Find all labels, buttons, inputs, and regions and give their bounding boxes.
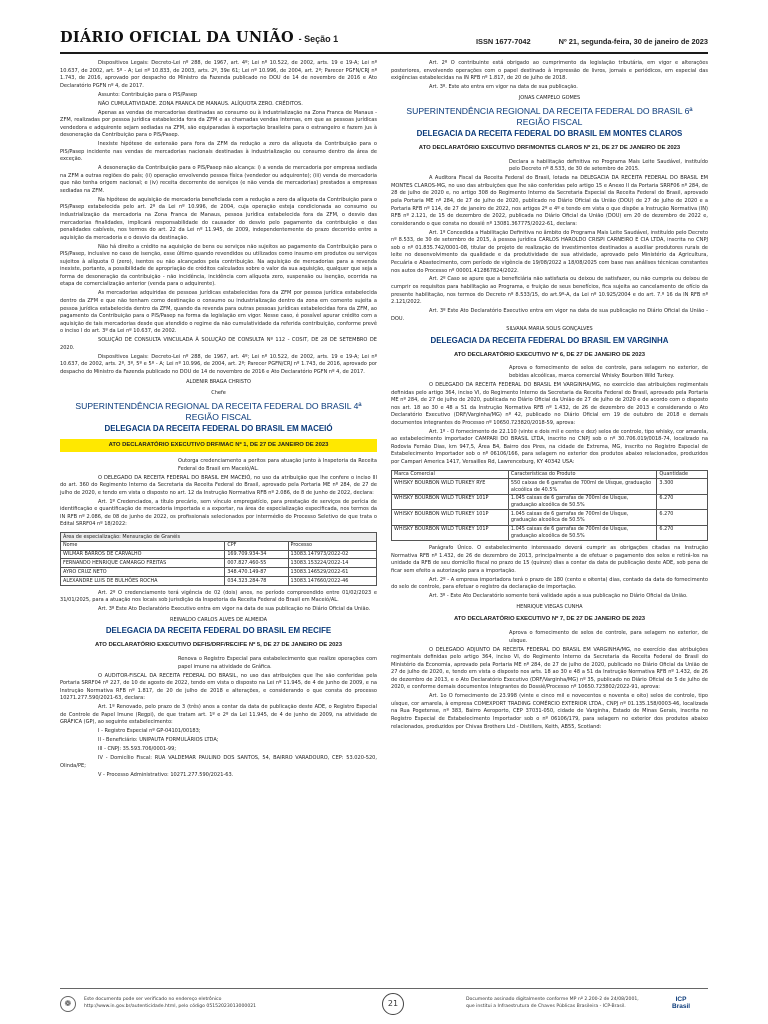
publication-title: DIÁRIO OFICIAL DA UNIÃO (60, 29, 294, 47)
act-title: ATO DECLARATÓRIO EXECUTIVO Nº 7, DE 27 DE JANEIRO DE 2023 (453, 616, 646, 623)
paragraph: Art. 2º O contribuinte está obrigado ao cumprimento da legislação tributária, em vigor e alterações posteriores, envolvendo operações com o papel destinado à impressão de livros, jornais e periódicos, em especial das exigências estabelecidas na IN RFB nº 1.817, de 20 de julho de 2018. (391, 60, 708, 82)
paragraph: Parágrafo Único. O estabelecimento interessado deverá cumprir as obrigações citadas na Instrução Normativa RFB nº 1.432, de 26 de dezembro de 2013, principalmente a de efetuar o pagamento dos selos e retirá-los na unidade da RFB de seu domicílio fiscal no prazo de 15 (quinze) dias a contar da data de publicação deste ADE, sob pena de ficar sem efeito a autorização para a importação. (391, 544, 708, 574)
paragraph: Apenas as vendas de mercadorias destinadas ao consumo ou à industrialização na Zona Franca de Manaus - ZFM, realizadas por pessoa jurídica estabelecida fora da ZFM e as chamadas vendas internas, em que as pessoas jurídicas vendedora e adquirente sejam sediadas na ZFM, são equiparadas à exportação brasileira para o estrangeiro e fazem jus à desoneração da Contribuição para o PIS/Pasep. (60, 109, 377, 139)
signer-name: REINALDO CARLOS ALVES DE ALMEIDA (169, 616, 268, 623)
table-cell: WILMAR BARROS DE CARVALHO (61, 550, 225, 559)
table-row (392, 494, 708, 509)
table-cell: 6.270 (657, 525, 708, 540)
act-summary: Outorga credenciamento a peritos para atuação junto à Inspetoria da Receita Federal do Brasil em Maceió/AL. (178, 458, 377, 472)
experts-table (60, 532, 377, 586)
table-cell: WHISKY BOURBON WILD TURKEY 101P (392, 525, 509, 540)
paragraph: Art. 2º O credenciamento terá vigência de 02 (dois) anos, no período compreendido entre 01/02/2023 e 31/01/2025, para a atuação nos locais sob jurisdição da Inspetoria da Receita Federal do Brasil em Maceió/AL. (60, 589, 377, 604)
paragraph: Art. 3º Este Ato Declaratório Executivo entra em vigor na data de sua publicação no Diário Oficial da União - DOU. (391, 308, 708, 322)
paragraph: Inexiste hipótese de extensão para fora da ZFM da redução a zero da alíquota da Contribuição para o PIS/Pasep incidente nas vendas de mercadorias nacionais destinadas à industrialização ou consumo dentro da área de exceção. (60, 141, 377, 163)
signer-name: HENRIQUE VIEGAS CUNHA (516, 603, 583, 610)
page-footer (60, 988, 708, 1018)
column-header: Características do Produto (508, 470, 657, 479)
page-number: 21 (382, 993, 404, 1015)
paragraph: Na hipótese de aquisição de mercadoria beneficiada com a redução a zero da alíquota da Contribuição para o PIS/Pasep estabelecida pelo art. 2º da Lei nº 10.996, de 2004, cuja operação esteja condicionada ao consumo ou industrialização da mercadoria na Zona Franca de Manaus, pessoa jurídica estabelecida fora da ZFM, o desvio das mercadorias finalidades, implicará responsabilidade do causador do desvio pelo pagamento da contribuição e das penalidades cabíveis, nos termos do art. 22 da Lei nº 11.945, de 2009, independentemente do prazo decorrido entre a aquisição da mercadoria e o desvio da destinação. (60, 196, 377, 241)
paragraph: SOLUÇÃO DE CONSULTA VINCULADA À SOLUÇÃO DE CONSULTA Nº 112 - COSIT, DE 28 DE SETEMBRO DE 2020. (60, 337, 377, 351)
paragraph: Art. 2º - A empresa importadora terá o prazo de 180 (cento e oitenta) dias, contado da data do fornecimento do selo de controle, para efetuar o registro da declaração de importação. (391, 576, 708, 591)
paragraph: Não há direito a crédito na aquisição de bens ou serviços não sujeitos ao pagamento da Contribuição para o PIS/Pasep, inclusive no caso de isenção, esse último quando revendidos ou utilizados como insumo em produtos ou serviços sujeitos à alíquota 0 (zero), isentos ou não alcançados pela contribuição. Na aquisição de mercadorias para a revenda inexiste, portanto, a possibilidade de apropriação de créditos calculados sobre o valor da sua aquisição, qualquer que seja a forma de desoneração da contribuição - não incidência, incidência com alíquota zero, suspensão ou isenção, ocorrida na etapa de comercialização anterior (venda para o adquirente). (60, 243, 377, 288)
paragraph: Art. 1º Renovado, pelo prazo de 3 (três) anos a contar da data de publicação deste ADE, o Registro Especial de Controle de Papel Imune (Regpi), de que tratam art. 1º e 2º da Lei 11.945, de 4 de junho de 2009, na atividade de GRÁFICA (GP), ao seguinte estabelecimento: (60, 704, 377, 726)
table-caption: Área de especialização: Mensuração de Granéis (61, 532, 377, 541)
paragraph: O DELEGADO ADJUNTO DA RECEITA FEDERAL DO BRASIL EM VARGINHA/MG, no exercício das atribuições regimentais definidas pelo artigo 364, inciso VI, do Regimento Interno da Secretaria da Receita Federal do Brasil do Ministério da Economia, aprovado pela Portaria ME nº 284, de 27 de julho de 2020, publicado no Diário Oficial da União de 27 de julho de 2020, e, tendo em vista o disposto nos arts. 18 ao 30 e 48 a 51 da Instrução Normativa RFB nº 1.432, de 26 de dezembro de 2013, e o Ato Declaratório Executivo (DRF/Varginha/MG) nº 35, publicado no Diário Oficial de 5 de julho de 2020, e conforme demais documentos integrantes do Dossiê/Processo nº 10650.723802/2022-91, aprova: (391, 646, 708, 691)
act-summary: Renova o Registro Especial para estabelecimento que realize operações com papel imune na atividade de Gráfica. (178, 656, 377, 670)
table-cell: WHISKY BOURBON WILD TURKEY RYE (392, 479, 509, 494)
table-row (392, 479, 708, 494)
table-cell: FERNANDO HENRIQUE CAMARGO FREITAS (61, 559, 225, 568)
table-header-row (61, 541, 377, 550)
coat-of-arms-icon: ❁ (60, 996, 76, 1012)
table-caption-row (61, 532, 377, 541)
table-cell: 6.270 (657, 494, 708, 509)
table-cell: 13083.147660/2022-46 (288, 576, 377, 585)
masthead (60, 20, 708, 54)
table-cell: 13083.146529/2022-61 (288, 568, 377, 577)
verification-link[interactable]: http://www.in.gov.br/autenticidade.html, pelo código 05152023013000021 (84, 1003, 257, 1009)
signature-line: que institui a Infraestrutura de Chaves Públicas Brasileira - ICP-Brasil. (466, 1003, 626, 1009)
verification-note (84, 997, 324, 1010)
table-cell: 348.470.149-87 (225, 568, 288, 577)
signer-name: JONAS CAMPELO GOMES (518, 94, 581, 101)
signer-role: Chefe (211, 389, 226, 396)
masthead-meta (476, 36, 708, 47)
table-cell: AYRO CRUZ NETO (61, 568, 225, 577)
table-row (392, 525, 708, 540)
act-title: ATO DECLARATÓRIO EXECUTIVO DRF/MONTES CLAROS Nº 21, DE 27 DE JANEIRO DE 2023 (418, 144, 681, 151)
column-header: CPF (225, 541, 288, 550)
table-row (61, 550, 377, 559)
signer-name: ALDENIR BRAGA CHRISTO (186, 379, 251, 386)
table-cell: 1.045 caixas de 6 garrafas de 700ml de Uísque, graduação alcoólica de 50.5% (508, 510, 657, 525)
paragraph: Art. 3º. Este ato entra em vigor na data de sua publicação. (429, 84, 578, 91)
table-row (392, 510, 708, 525)
signature-note (466, 997, 664, 1010)
paragraph: NÃO CUMULATIVIDADE. ZONA FRANCA DE MANAUS. ALÍQUOTA ZERO. CRÉDITOS. (98, 100, 303, 107)
table-cell: 007.827.460-55 (225, 559, 288, 568)
signature-line: Documento assinado digitalmente conforme MP nº 2.200-2 de 24/08/2001, (466, 996, 639, 1002)
paragraph: Art. 1º Concedida a Habilitação Definitiva no âmbito do Programa Mais Leite Saudável, instituído pelo Decreto nº 8.533, de 30 de setembro de 2015, à pessoa jurídica CARLOS HAROLDO CRISPI CARNEIRO E CIA LTDA, inscrita no CNPJ sob o nº 01.835.742/0001-08, titular de projeto de realização de investimentos destinados a auxiliar produtores rurais de leite no desenvolvimento da qualidade e da produtividade de sua atividade, aprovado pelo Ministério da Agricultura, Pecuária e Abastecimento, com período de vigência de 19/08/2022 a 18/08/2025 com base nas análises técnicas constantes nos autos do Processo nº 00001.412867824/2022. (391, 229, 708, 274)
act-title: ATO DECLARATÓRIO EXECUTIVO Nº 6, DE 27 DE JANEIRO DE 2023 (453, 351, 646, 358)
table-cell: 550 caixas de 6 garrafas de 700ml de Uísque, graduação alcoólica de 40.5% (508, 479, 657, 494)
paragraph: O DELEGADO DA RECEITA FEDERAL DO BRASIL EM VARGINHA/MG, no exercício das atribuições regimentais definidas pelo artigo 364, inciso VI, do Regimento Interno da Secretaria da Receita Federal do Brasil, aprovado pela Portaria ME nº 284, de 27 de julho de 2020, publicada no Diário Oficial da União de 27 de julho de 2020 e de acordo com o disposto nos art. 18 ao 30 e 48 a 51 da Instrução Normativa RFB nº 1.432, de 26 de dezembro de 2013 e considerando o Ato Declaratório Executivo (DRF/Varginha/MG) nº 42, publicado no Diário Oficial em 19 de outubro de 2018 e demais documentos integrantes do Processo nº 10650.723820/2018-59, aprova: (391, 381, 708, 426)
table-cell: 169.709.934-34 (225, 550, 288, 559)
icp-brasil-logo-icon: ICP Brasil (672, 996, 691, 1010)
list-item: IV - Domicílio Fiscal: RUA VALDEMAR PAULINO DOS SANTOS, 54, BAIRRO VARADOURO, CEP: 53.020-520, Olinda/PE; (60, 755, 377, 769)
masthead-title-group (60, 27, 338, 49)
table-cell: 1.045 caixas de 6 garrafas de 700ml de Uísque, graduação alcoólica de 50.5% (508, 494, 657, 509)
act-summary: Declara a habilitação definitiva no Programa Mais Leite Saudável, instituído pelo Decreto nº 8.533, de 30 de setembro de 2015. (509, 158, 708, 173)
left-column (60, 60, 377, 781)
issue-date: Nº 21, segunda-feira, 30 de janeiro de 2023 (558, 36, 708, 46)
column-header: Processo (288, 541, 377, 550)
column-header: Quantidade (657, 470, 708, 479)
table-row (61, 559, 377, 568)
table-cell: WHISKY BOURBON WILD TURKEY 101P (392, 510, 509, 525)
office-heading: DELEGACIA DA RECEITA FEDERAL DO BRASIL EM MACEIÓ (104, 424, 333, 434)
issn: ISSN 1677-7042 (476, 36, 531, 46)
paragraph: O DELEGADO DA RECEITA FEDERAL DO BRASIL EM MACEIÓ, no uso da atribuição que lhe confere o inciso III do art. 360 do Regimento Interno da Secretaria da Receita Federal do Brasil, aprovado pela Portaria ME nº 284, de 27 de julho de 2020, e tendo em vista o disposto no art. 12 da Instrução Normativa RFB nº 2.086, de 8 de junho de 2022, declara: (60, 474, 377, 496)
office-heading: DELEGACIA DA RECEITA FEDERAL DO BRASIL EM MONTES CLAROS (416, 129, 683, 139)
act-title: ATO DECLARATÓRIO EXECUTIVO DEFIS/DRF/RECIFE Nº 5, DE 27 DE JANEIRO DE 2023 (95, 642, 342, 649)
table-cell: 13083.147973/2022-02 (288, 550, 377, 559)
paragraph: A desoneração da Contribuição para o PIS/Pasep não alcança: i) a venda de mercadoria por empresa sediada na ZFM a outras regiões do país; (ii) operação envolvendo pessoa física (vendedor ou adquirente); (iii) venda de mercadoria que não tenha origem nacional; e (iv) receita decorrente de serviços (e não venda de mercadorias) prestados a empresas sediadas na ZFM. (60, 165, 377, 194)
paragraph: Art. 1o O fornecimento de 23.998 (vinte e cinco mil e novecentos e noventa e oito) selos de controle, tipo uísque, cor amarela, à empresa COMEXPORT TRADING COMÉRCIO EXTERIOR LTDA., CNPJ nº 01.135.158/0003-46, localizada na Rua Pogetense, nº 383, Bairro Aeroporto, CEP 37031-050, cidade de Varginha, Estado de Minas Gerais, inscrita no Registro Especial de Estabelecimento Importador sob o nº 06106/179, para selagem no exterior dos produtos abaixo relacionados, produzidos por Chivas Brothers Ltd - Distillers, Keith, AB55, Scotland: (391, 693, 708, 730)
organization-heading: SUPERINTENDÊNCIA REGIONAL DA RECEITA FEDERAL DO BRASIL 6ª REGIÃO FISCAL (406, 106, 693, 127)
act-summary: Aprova o fornecimento de selos de controle, para selagem no exterior, de uísque. (509, 630, 708, 644)
paragraph: Art. 1º Credenciados, a título precário, sem vínculo empregatício, para prestação de serviços de perícia de identificação e quantificação de mercadoria importada e a exportar, na área de especialização especificada, nos termos da IN RFB nº 2.086, de 08 de junho de 2022, os profissionais selecionados por intermédio do Processo Seletivo de que trata o Edital SRRF04 nº 18/2022: (60, 498, 377, 528)
table-cell: 6.270 (657, 510, 708, 525)
section-label: - Seção 1 (298, 34, 339, 45)
verification-line: Este documento pode ser verificado no endereço eletrônico (84, 996, 222, 1002)
act-summary: Aprova o fornecimento de selos de controle, para selagem no exterior, de bebidas alcoólicas, marca comercial Whisky Bourbon Wild Turkey. (509, 365, 708, 380)
paragraph: O AUDITOR-FISCAL DA RECEITA FEDERAL DO BRASIL, no uso das atribuições que lhe são conferidas pela Portaria SRRF04 nº 227, de 10 de agosto de 2022, tendo em vista o disposto na Lei nº 11.945, de 4 de junho de 2009, e na Instrução Normativa RFB nº 1.817, de 20 de julho de 2018 e alterações, e considerando o que consta do processo 10271.277.590/2021-63, declara: (60, 672, 377, 702)
list-item: I - Registro Especial nº GP-04101/00183; (98, 728, 201, 735)
paragraph: Art. 3º Este Ato Declaratório Executivo entra em vigor na data de sua publicação no Diário Oficial da União. (98, 606, 371, 613)
list-item: III - CNPJ: 35.593.706/0001-99; (98, 746, 177, 753)
right-column (391, 60, 708, 781)
table-header-row (392, 470, 708, 479)
paragraph: Art. 3º - Este Ato Declaratório somente terá validade após a sua publicação no Diário Oficial da União. (429, 593, 688, 600)
table-row (61, 576, 377, 585)
paragraph: As mercadorias adquiridas de pessoas jurídicas estabelecidas fora da ZFM por pessoa jurídica estabelecida dentro da ZFM e que não tenham como destinação o consumo ou industrialização dentro da zona em comento sujeita a pessoa jurídica estabelecida dentro da ZFM, quando da revenda para outras pessoas jurídicas estabelecidas fora da ZFM, ao pagamento da Contribuição para o PIS/Pasep na forma da legislação em vigor. Nesse caso, é possível apurar crédito com a aquisição de tais mercadorias desde que atendido o regime da não cumulatividade da referida contribuição, conforme prevê o inciso I do art. 3º da Lei nº 10.637, de 2002. (60, 290, 377, 335)
columns (60, 60, 708, 781)
paragraph: Dispositivos Legais: Decreto-Lei nº 288, de 1967, art. 4º; Lei nº 10.522, de 2002, arts. 19 e 19-A; Lei nº 10.637, de 2002, art. 5º - A; Lei nº 10.833, de 2003, arts. 2º, 39e 61; Lei nº 10.996, de 2004, art. 2º; Parecer PGFN/CRJ nº 1.743, de 2016, aprovado por despacho do Ministro da Fazenda publicado no DOU de 14 de novembro de 2016 e Ato Declaratório PGFN nº 4, de 2017. (60, 60, 377, 89)
list-item: V - Processo Administrativo: 10271.277.590/2021-63. (98, 771, 234, 778)
table-cell: 3.300 (657, 479, 708, 494)
table-cell: 13083.153224/2022-14 (288, 559, 377, 568)
office-heading: DELEGACIA DA RECEITA FEDERAL DO BRASIL EM RECIFE (105, 626, 332, 636)
office-heading: DELEGACIA DA RECEITA FEDERAL DO BRASIL EM VARGINHA (430, 335, 669, 345)
list-item: II - Beneficiário: UNIPAUTA FORMULÁRIOS LTDA; (98, 737, 219, 744)
signer-name: SILVANA MARIA SOLIS GONÇALVES (506, 326, 593, 333)
paragraph: Art. 1º - O fornecimento de 22.110 (vinte e dois mil e cento e dez) selos de controle, tipo whisky, cor amarela, ao estabelecimento importador CAMPARI DO BRASIL LTDA, inscrito no CNPJ sob o nº 30.706.019/0018-74, localizado na Rodovia Fernão Dias, km 947,5, Área B4, Bairro dos Pires, na cidade de Extrema, MG, inscrito no Registro Especial de Estabelecimento Importador sob o nº 06106/166, para selagem no exterior dos produtos abaixo relacionados, produzidos por Campari America 1417, Versailles Rd, Lawrenceburg, KY 40342 USA: (391, 428, 708, 465)
table-cell: WHISKY BOURBON WILD TURKEY 101P (392, 494, 509, 509)
paragraph: Dispositivos Legais: Decreto-Lei nº 288, de 1967, art. 4º; Lei nº 10.522, de 2002, arts. 19 e 19-A; Lei nº 10.637, de 2002, arts. 2º, 3º, 5º e 5º - A; Lei nº 10.996, de 2004, art. 2º; Parecer PGFN/CRJ nº 1.743, de 2016, aprovado por despacho do Ministro da Fazenda publicado no DOU de 14 de novembro de 2016 e Ato Declaratório PGFN nº 4, de 2017. (60, 353, 377, 375)
act-title-highlighted: ATO DECLARATÓRIO EXECUTIVO DRF/MAC Nº 1, DE 27 DE JANEIRO DE 2023 (60, 439, 377, 452)
table-cell: 034.323.284-78 (225, 576, 288, 585)
paragraph: A Auditora Fiscal da Receita Federal do Brasil, lotada na DELEGACIA DA RECEITA FEDERAL DO BRASIL EM MONTES CLAROS-MG, no uso das atribuições que lhe são conferidas pelo artigo 15 e Anexo II da Portaria SRRF06 nº 284, de 28 de julho de 2020 e, no artigo 308 do Regimento Interno da Secretaria Especial da Receita Federal do Brasil, aprovado pela Portaria ME nº 284, de 27 de julho de 2020, publicado no Diário Oficial da União (DOU) de 27 de julho de 2020 e a Portaria RFB nº 114, de 27 de janeiro de 2022, nos artigos 2º e 4º e tendo em vista o que dispõe a Instrução Normativa (IN) RFB nº 2.121, de 15 de dezembro de 2022, publicada no Diário Oficial da União (DOU) em 20 de dezembro de 2022 e, considerando o que consta no dossiê nº 13081.367775/2022-61, declara: (391, 175, 708, 227)
table-row (61, 568, 377, 577)
table-cell: 1.045 caixas de 6 garrafas de 700ml de Uísque, graduação alcoólica de 50.5% (508, 525, 657, 540)
organization-heading: SUPERINTENDÊNCIA REGIONAL DA RECEITA FEDERAL DO BRASIL 4ª REGIÃO FISCAL (75, 401, 362, 422)
paragraph: Assunto: Contribuição para o PIS/Pasep (98, 91, 198, 98)
table-cell: ALEXANDRE LUIS DE BULHÕES ROCHA (61, 576, 225, 585)
column-header: Nome (61, 541, 225, 550)
paragraph: Art. 2º Caso se apure que a beneficiária não satisfazia ou deixou de satisfazer, ou não cumpria ou deixou de cumprir os requisitos para habilitação ao Programa, e fruição de seus benefícios, fica sujeita ao cancelamento de ofício da presente habilitação, nos termos do Decreto nº 8.533/15, do art.9º-A, da Lei nº 10.925/2004 e do art. 7.º 16 da IN RFB nº 2.121/2022. (391, 276, 708, 306)
seals-table (391, 470, 708, 541)
column-header: Marca Comercial (392, 470, 509, 479)
